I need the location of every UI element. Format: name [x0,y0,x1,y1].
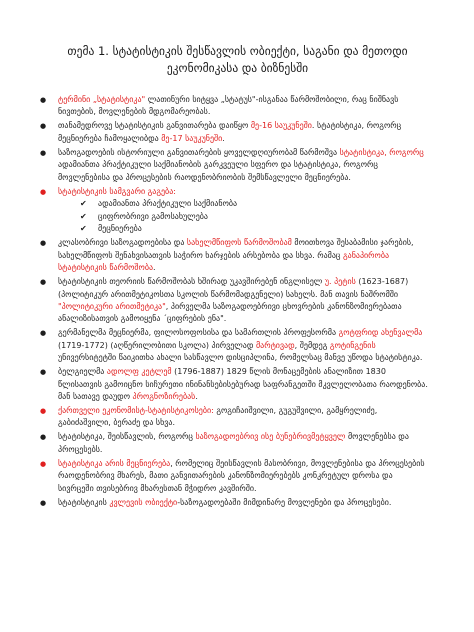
list-item: ● საზოგადოების ისტორიული განვითარების ყოველდღიურობამ წარმოშვა სტატისტიკა, როგორც ადამიანთა პრაქტიკული საქმიანობის გარკვეული სფერო და სტატისტიკა, როგორც მოვლენებისა და პროცესების რაოდენობრიობის შემსწავლელი მეცნიერება. [38,147,430,184]
sub-list [58,198,430,236]
checkmark-item: ✔ მეცნიერება [80,223,430,236]
list-item: ● ბელგიელმა ადოლფ კეტლემ (1796-1887) 1829 წლის მონაცემების ანალიზით 1830 წლისათვის გამოიცნო სიჩურეთი ინინანსებისებურად საფრანგეთში მკვლელობათა რაოდენობა. მან სათავე დაუდო პროგნოზირებას. [38,366,430,403]
list-item: ● სტატისტიკა, შეისწავლის, როგორც საზოგადოებრივ ისე ბუნებრივმეტყველ მოვლენებსა და პროცესებს. [38,431,430,456]
list-item: ● სტატისტიკა არის მეცნიერება, რომელიც შეისწავლის მასობრივი, მოვლენებისა და პროცესების რაოდენობრივ მხარეს, მათი განვითარების კანონზომიერებებს კონკრეტულ დროსა და სივრცეში თვისებრივ მხარესთან მჭიდრო კავშირში. [38,458,430,495]
checkmark-item: ✔ ადამიანთა პრაქტიკული საქმიანობა [80,198,430,211]
list-item: ● თანამედროვე სტატისტიკის განვითარება დაიწყო მე-16 საუკუნეში. სტატისტიკა, როგორც მეცნიერება ჩამოყალიბდა მე-17 საუკუნეში. [38,120,430,145]
list-item: ● სტატისტიკის სამგვარი გაგება: ✔ ადამიანთა პრაქტიკული საქმიანობა ✔ ციფრობრივი გამოსახულება ✔ მეცნიერება [38,186,430,236]
page-title: თემა 1. სტატისტიკის შესწავლის ობიექტი, საგანი და მეთოდი ეკონომიკასა და ბიზნესში [67,44,408,75]
checkmark-item: ✔ ციფრობრივი გამოსახულება [80,211,430,224]
list-item: ● გერმანელმა მეცნიერმა, ფილოსოფოსისა და სამართლის პროფესორმა გოტფრიდ ახენვალმა (1719-1772) (აღწერილობითი სკოლა) პირველად მარტივად, შემდეგ გოტინგენის უნივერსიტეტში წაიკითხა ახალი სასწავლო დისციპლინა, რომელსაც მანვე უწოდა სტატისტიკა. [38,327,430,364]
list-item: ● სტატისტიკის კვლევის ობიექტი-საზოგადოებაში მიმდინარე მოვლენები და პროცესები. [38,497,430,509]
list-item: ● ქართველი ეკონომისტ-სტატისტიკოსები: გოგიჩაიშვილი, გუგუშვილი, გამყრელიძე, გაბიძაშვილი, ბერაძე და სხვა. [38,405,430,430]
list-item: ● ტერმინი „სტატისტიკა" ლათინური სიტყვა „სტატუს"-ისგანაა წარმოშობილი, რაც ნიშნავს ნივთების, მოვლენების მდგომარეობას. [38,94,430,119]
bullet-list [38,94,430,511]
list-item: ● სტატისტიკის თეორიის წარმოშობას ხშირად უკავშირებენ ინგლისელ უ. პეტის (1623-1687)(პოლიტიკურ არითმეტიკოსთა სკოლის წარმომადგენელი) სახელს. მან თავის ნაშრომში "პოლიტიკური არითმეტიკა", პირველმა საზოგადოებრივი ცხოვრების კანონზომიერებათა ანალიზისათვის გამოიყენა ´ციფრების ენა". [38,276,430,326]
list-item: ● კლასობრივი საზოგადოებისა და სახელმწიფოს წარმოშობამ მოითხოვა შესაბამისი ჯარების, სახელმწიფოს შენახვისათვის საჭირო ხარჯების არსებობა და სხვა. რამაც განაპირობა სტატისტიკის წარმოშობა. [38,237,430,274]
